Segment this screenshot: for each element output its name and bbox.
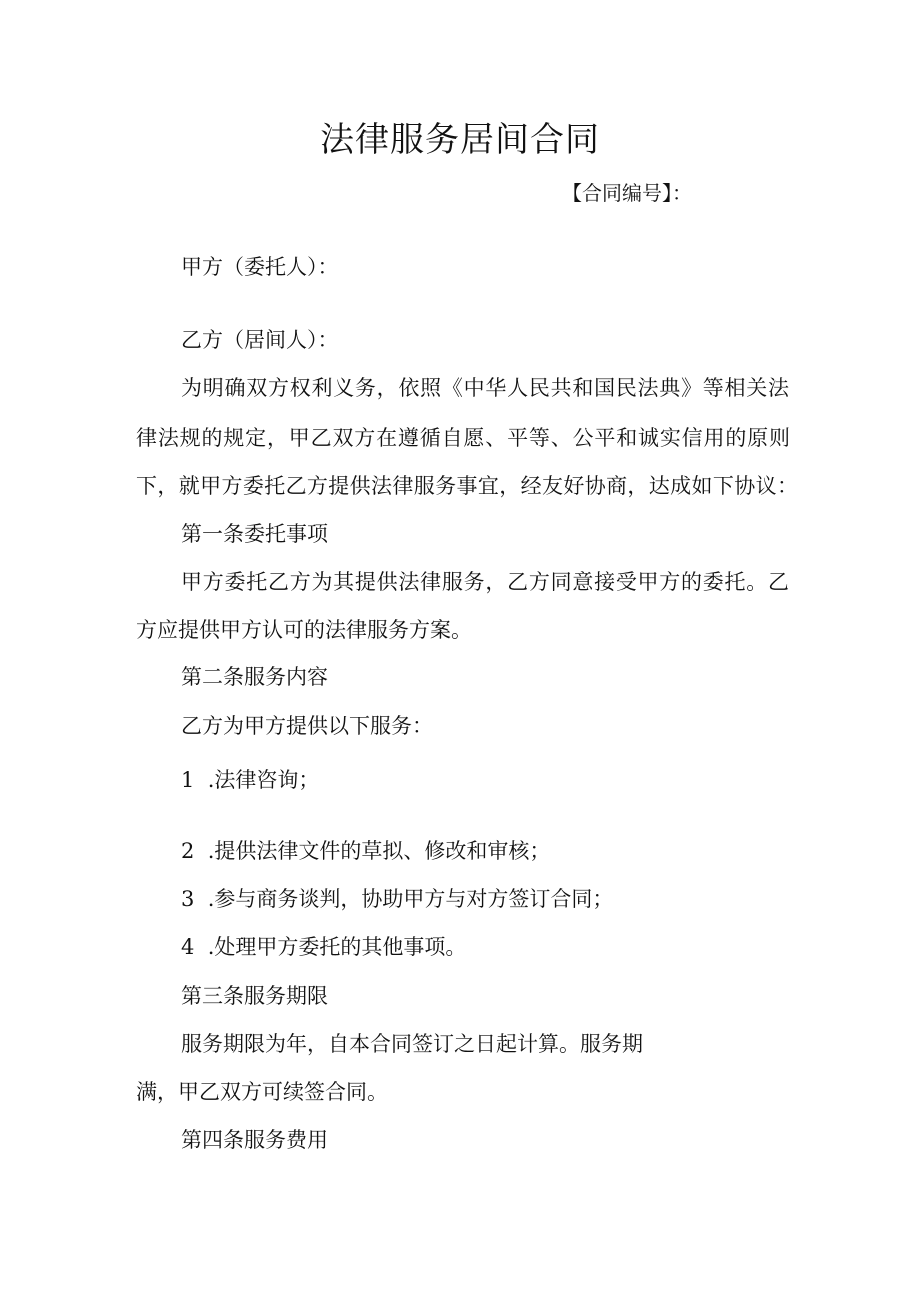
party-b-line: 乙方（居间人）： [181, 328, 339, 352]
list-item: 2 .提供法律文件的草拟、修改和审核； [181, 839, 551, 863]
article-2-heading: 第二条服务内容 [181, 665, 328, 689]
article-4-heading: 第四条服务费用 [181, 1128, 328, 1152]
article-3-heading: 第三条服务期限 [181, 984, 328, 1008]
document-title: 法律服务居间合同 [320, 120, 600, 160]
article-1-body-line-1: 甲方委托乙方为其提供法律服务，乙方同意接受甲方的委托。乙 [181, 570, 789, 594]
preamble-line-3: 下，就甲方委托乙方提供法律服务事宜，经友好协商，达成如下协议： [136, 474, 798, 498]
article-2-intro: 乙方为甲方提供以下服务： [181, 714, 433, 738]
article-3-body-line-1: 服务期限为年，自本合同签订之日起计算。服务期 [181, 1032, 643, 1056]
article-3-body-line-2: 满，甲乙双方可续签合同。 [136, 1080, 388, 1104]
preamble-line-2: 律法规的规定，甲乙双方在遵循自愿、平等、公平和诚实信用的原则 [136, 426, 790, 450]
article-1-heading: 第一条委托事项 [181, 522, 328, 546]
list-item: 4 .处理甲方委托的其他事项。 [181, 935, 467, 959]
party-a-line: 甲方（委托人）： [181, 255, 339, 279]
list-item: 1 .法律咨询； [181, 768, 320, 792]
preamble-line-1: 为明确双方权利义务，依照《中华人民共和国民法典》等相关法 [181, 376, 789, 400]
article-1-body-line-2: 方应提供甲方认可的法律服务方案。 [136, 618, 472, 642]
list-item: 3 .参与商务谈判，协助甲方与对方签订合同； [181, 887, 614, 911]
contract-number-label: 【合同编号】： [562, 181, 692, 205]
